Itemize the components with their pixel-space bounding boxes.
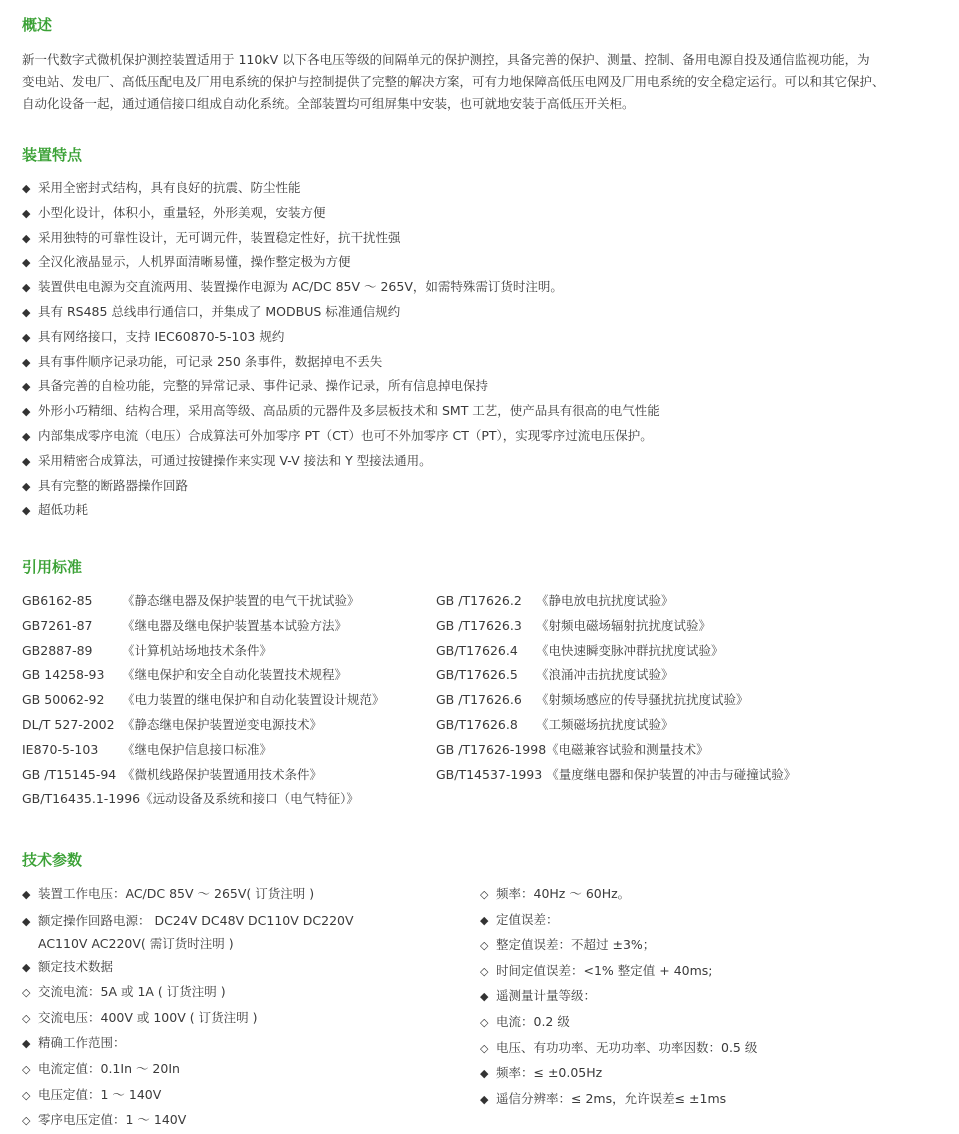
standards-heading: 引用标准 [22, 558, 83, 576]
list-item: ◆ 装置供电电源为交直流两用、装置操作电源为 AC/DC 85V ～ 265V，如需特殊需订货时注明。 [22, 275, 660, 300]
list-item: ◇ 零序电压定值：1 ～ 140V [22, 1108, 354, 1134]
list-item: ◆ 遥测量计量等级： [480, 984, 757, 1010]
standard-item: GB/T17626.5 《浪涌冲击抗扰度试验》 [436, 667, 674, 683]
list-item: ◇ 交流电流：5A 或 1A ( 订货注明 ) [22, 980, 354, 1006]
diamond-bullet-icon: ◆ [22, 914, 31, 928]
standard-item: GB/T14537-1993 《量度继电器和保护装置的冲击与碰撞试验》 [436, 766, 797, 782]
diamond-bullet-icon: ◆ [22, 454, 31, 468]
standard-item: GB /T17626.2 《静电放电抗扰度试验》 [436, 593, 674, 608]
overview-heading: 概述 [22, 16, 53, 34]
hollow-diamond-bullet-icon: ◇ [22, 1011, 31, 1025]
diamond-bullet-icon: ◆ [480, 1092, 489, 1106]
standard-item: IE870-5-103 《继电保护信息接口标准》 [22, 741, 273, 757]
standard-item: DL/T 527-2002 《静态继电保护装置逆变电源技术》 [22, 716, 323, 732]
tech-list-right [480, 882, 757, 1112]
list-item: ◆ 具有 RS485 总线串行通信口，并集成了 MODBUS 标准通信规约 [22, 300, 660, 325]
list-item: ◆ 小型化设计，体积小，重量轻，外形美观，安装方便 [22, 201, 660, 226]
hollow-diamond-bullet-icon: ◇ [22, 1088, 31, 1102]
standard-item: GB 50062-92 《电力装置的继电保护和自动化装置设计规范》 [22, 692, 385, 708]
diamond-bullet-icon: ◆ [22, 888, 31, 901]
diamond-bullet-icon: ◆ [22, 380, 31, 394]
diamond-bullet-icon: ◆ [22, 206, 31, 220]
features-list [22, 176, 660, 523]
diamond-bullet-icon: ◆ [480, 1067, 489, 1081]
standard-item: GB2887-89 《计算机站场地技术条件》 [22, 642, 273, 658]
diamond-bullet-icon: ◆ [22, 479, 31, 493]
diamond-bullet-icon: ◆ [22, 330, 31, 344]
hollow-diamond-bullet-icon: ◇ [22, 1062, 31, 1076]
standards-list-right [436, 589, 796, 787]
standard-item: GB/T16435.1-1996《远动设备及系统和接口（电气特征）》 [22, 791, 359, 807]
standard-item: GB/T17626.4 《电快速瞬变脉冲群抗扰度试验》 [436, 642, 724, 658]
list-item: ◆ 采用独特的可靠性设计，无可调元件，装置稳定性好，抗干扰性强 [22, 226, 660, 251]
tech-list-left [22, 882, 354, 1134]
standard-item: GB /T17626-1998《电磁兼容试验和测量技术》 [436, 741, 709, 757]
diamond-bullet-icon: ◆ [22, 182, 31, 195]
list-item: ◆ 额定操作回路电源： DC24V DC48V DC110V DC220V AC110V AC220V( 需订货时注明 ) [22, 912, 354, 951]
hollow-diamond-bullet-icon: ◇ [480, 1041, 489, 1055]
list-item: ◆ 具有网络接口，支持 IEC60870-5-103 规约 [22, 325, 660, 350]
diamond-bullet-icon: ◆ [480, 990, 489, 1004]
standard-item: GB 14258-93 《继电保护和安全自动化装置技术规程》 [22, 667, 348, 683]
list-item: ◆ 额定技术数据 [22, 955, 354, 981]
diamond-bullet-icon: ◆ [22, 429, 31, 443]
diamond-bullet-icon: ◆ [22, 231, 31, 245]
diamond-bullet-icon: ◆ [22, 960, 31, 974]
diamond-bullet-icon: ◆ [22, 256, 31, 270]
standard-item: GB/T17626.8 《工频磁场抗扰度试验》 [436, 716, 674, 732]
tech-heading: 技术参数 [22, 851, 83, 869]
list-item: ◇ 交流电压：400V 或 100V ( 订货注明 ) [22, 1006, 354, 1032]
overview-line: 自动化设备一起，通过通信接口组成自动化系统。全部装置均可组屏集中安装，也可就地安装于高低压开关柜。 [22, 96, 635, 111]
list-item: ◇ 电压、有功功率、无功功率、功率因数：0.5 级 [480, 1036, 757, 1062]
hollow-diamond-bullet-icon: ◇ [480, 939, 489, 953]
standard-item: GB /T17626.3 《射频电磁场辐射抗扰度试验》 [436, 617, 712, 633]
overview-paragraph [22, 49, 942, 115]
hollow-diamond-bullet-icon: ◇ [480, 888, 489, 901]
standard-item: GB7261-87 《继电器及继电保护装置基本试验方法》 [22, 617, 348, 633]
list-item: ◆ 内部集成零序电流（电压）合成算法可外加零序 PT（CT）也可不外加零序 CT（PT），实现零序过流电压保护。 [22, 424, 660, 449]
hollow-diamond-bullet-icon: ◇ [22, 1114, 31, 1128]
list-item: ◆ 具备完善的自检功能，完整的异常记录、事件记录、操作记录，所有信息掉电保持 [22, 374, 660, 399]
hollow-diamond-bullet-icon: ◇ [22, 986, 31, 1000]
list-item: ◆ 定值误差： [480, 908, 757, 934]
diamond-bullet-icon: ◆ [480, 913, 489, 927]
list-item: ◇ 电流：0.2 级 [480, 1010, 757, 1036]
hollow-diamond-bullet-icon: ◇ [480, 1015, 489, 1029]
list-item: ◆ 采用精密合成算法，可通过按键操作来实现 V-V 接法和 Y 型接法通用。 [22, 449, 660, 474]
hollow-diamond-bullet-icon: ◇ [480, 964, 489, 978]
diamond-bullet-icon: ◆ [22, 355, 31, 369]
diamond-bullet-icon: ◆ [22, 281, 31, 295]
list-item: ◆ 遥信分辨率：≤ 2ms，允许误差≤ ±1ms [480, 1087, 757, 1113]
standard-item: GB6162-85 《静态继电器及保护装置的电气干扰试验》 [22, 593, 360, 608]
overview-line: 变电站、发电厂、高低压配电及厂用电系统的保护与控制提供了完整的解决方案，可有力地保障高低压电网及厂用电系统的安全稳定运行。可以和其它保护、 [22, 74, 885, 89]
diamond-bullet-icon: ◆ [22, 405, 31, 419]
features-heading: 装置特点 [22, 146, 83, 164]
list-item: ◆ 具有事件顺序记录功能，可记录 250 条事件，数据掉电不丢失 [22, 350, 660, 375]
standards-list-left [22, 589, 385, 812]
list-item: ◆ 采用全密封式结构，具有良好的抗震、防尘性能 [22, 176, 660, 201]
list-item: ◇ 整定值误差：不超过 ±3%； [480, 933, 757, 959]
diamond-bullet-icon: ◆ [22, 504, 31, 518]
list-item: ◇ 频率：40Hz ～ 60Hz。 [480, 882, 757, 908]
list-item: ◇ 电流定值：0.1In ～ 20In [22, 1057, 354, 1083]
list-item: ◆ 频率：≤ ±0.05Hz [480, 1061, 757, 1087]
overview-line: 新一代数字式微机保护测控装置适用于 110kV 以下各电压等级的间隔单元的保护测控，具备完善的保护、测量、控制、备用电源自投及通信监视功能，为 [22, 52, 870, 67]
list-item: ◆ 超低功耗 [22, 498, 660, 523]
list-item: ◇ 时间定值误差：<1% 整定值 + 40ms; [480, 959, 757, 985]
list-item: ◆ 外形小巧精细、结构合理，采用高等级、高品质的元器件及多层板技术和 SMT 工艺，使产品具有很高的电气性能 [22, 399, 660, 424]
list-item: ◆ 全汉化液晶显示，人机界面清晰易懂，操作整定极为方便 [22, 250, 660, 275]
list-item: ◇ 电压定值：1 ～ 140V [22, 1083, 354, 1109]
standard-item: GB /T17626.6 《射频场感应的传导骚扰抗扰度试验》 [436, 692, 749, 708]
list-item: ◆ 精确工作范围： [22, 1031, 354, 1057]
standard-item: GB /T15145-94 《微机线路保护装置通用技术条件》 [22, 766, 323, 782]
list-item: ◆ 装置工作电压：AC/DC 85V ～ 265V( 订货注明 ) [22, 882, 354, 908]
diamond-bullet-icon: ◆ [22, 305, 31, 319]
list-item: ◆ 具有完整的断路器操作回路 [22, 474, 660, 499]
diamond-bullet-icon: ◆ [22, 1037, 31, 1051]
